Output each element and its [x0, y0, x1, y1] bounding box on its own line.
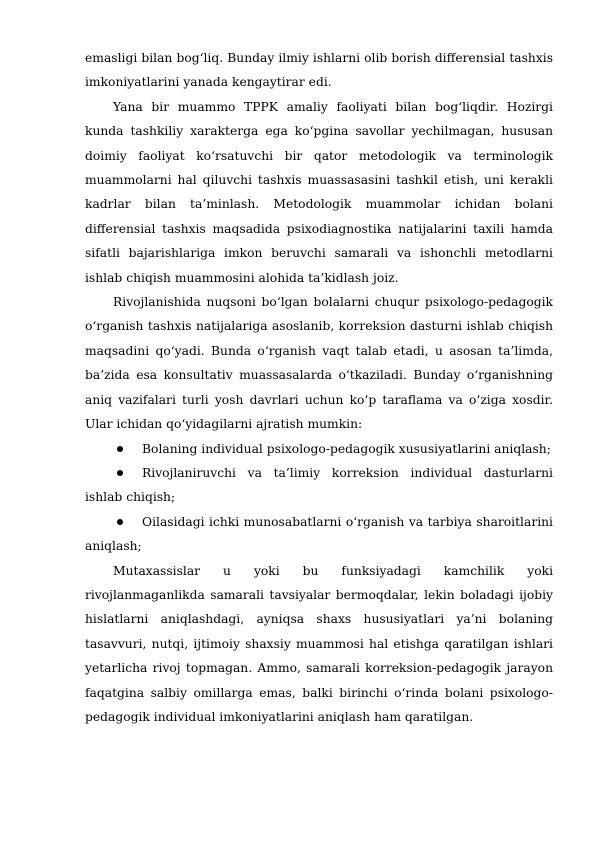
- list-item-text: Rivojlaniruvchi va ta’limiy korreksion individual dasturlarni ishlab chiqish;: [85, 465, 553, 505]
- paragraph-tppk-problem: Yana bir muammo TPPK amaliy faoliyati bilan bog‘liqdir. Hozirgi kunda tashkiliy xarakterga ega ko‘pgina savollar yechilmagan, hususan doimiy faoliyat ko‘rsatuvchi bir qator metodologik va terminologik muammolarni hal qiluvchi tashxis muassasasini tashkil etish, uni kerakli kadrlar bilan ta’minlash. Metodologik muammolar ichidan bolani differensial tashxis maqsadida psixodiagnostika natijalarini taxili hamda sifatli bajarishlariga imkon beruvchi samarali va ishonchli metodlarni ishlab chiqish muammosini alohida ta’kidlash joiz.: [85, 99, 553, 285]
- list-item: [85, 437, 553, 461]
- bullet-dot-icon: [117, 519, 123, 525]
- paragraph-conclusion: Mutaxassislar u yoki bu funksiyadagi kamchilik yoki rivojlanmaganlikda samarali tavsiyalar bermoqdalar, lekin boladagi ijobiy hislatlarni aniqlashdagi, ayniqsa shaxs hususiyatlari ya’ni bolaning tasavvuri, nutqi, ijtimoiy shaxsiy muammosi hal etishga qaratilgan ishlari yetarlicha rivoj topmagan. Ammo, samarali korreksion-pedagogik jarayon faqatgina salbiy omillarga emas, balki birinchi o‘rinda bolani psixologo-pedagogik individual imkoniyatlarini aniqlash ham qaratilgan.: [85, 563, 553, 724]
- list-item-text: Bolaning individual psixologo-pedagogik xususiyatlarini aniqlash;: [142, 441, 551, 456]
- list-item: [85, 510, 553, 559]
- list-item-text: Oilasidagi ichki munosabatlarni o‘rganish va tarbiya sharoitlarini aniqlash;: [85, 514, 553, 554]
- document-page: [85, 46, 553, 729]
- paragraph-study-goals: Rivojlanishida nuqsoni bo‘lgan bolalarni chuqur psixologo-pedagogik o‘rganish tashxis natijalariga asoslanib, korreksion dasturni ishlab chiqish maqsadini qo‘yadi. Bunda o‘rganish vaqt talab etadi, u asosan ta’limda, ba’zida esa konsultativ muassasalarda o‘tkaziladi. Bunday o‘rganishning aniq vazifalari turli yosh davrlari uchun ko‘p taraflama va o‘ziga xosdir. Ular ichidan qo‘yidagilarni ajratish mumkin:: [85, 295, 553, 432]
- bullet-dot-icon: [117, 470, 123, 476]
- list-item: [85, 461, 553, 510]
- bullet-dot-icon: [117, 446, 123, 452]
- paragraph-continuation: emasligi bilan bog‘liq. Bunday ilmiy ishlarni olib borish differensial tashxis imkoniyatlarini yanada kengaytirar edi.: [85, 51, 553, 90]
